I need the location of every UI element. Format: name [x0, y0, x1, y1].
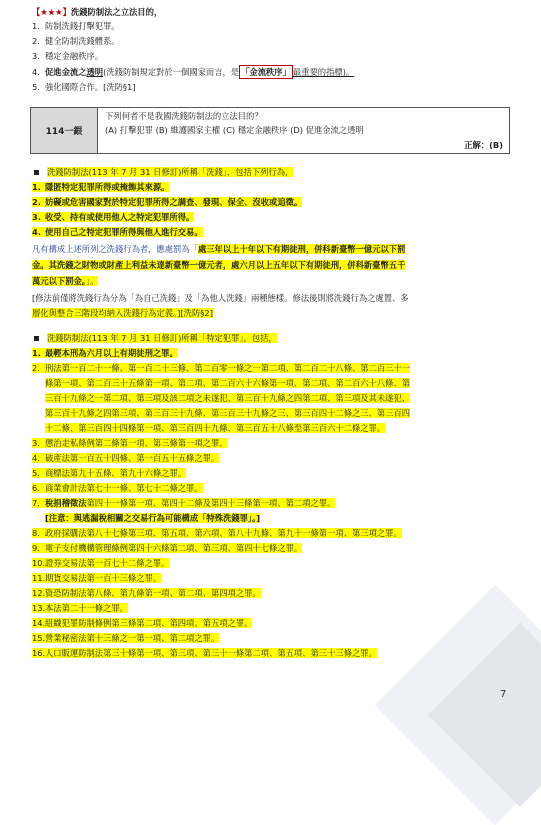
- item-lead-underlined: 透明: [86, 67, 104, 77]
- item-number: 8.: [32, 528, 40, 538]
- list-item: [32, 497, 335, 509]
- item-text: 妨礙或危害國家對於特定犯罪所得之調查、發現、保全、沒收或追徵。: [45, 197, 303, 207]
- item-text: 證券交易法第一百七十二條之罪。: [45, 558, 170, 568]
- list-item: [32, 437, 228, 449]
- item-number: 1.: [32, 182, 41, 192]
- question-options: (A) 打擊犯罪 (B) 維護國家主權 (C) 穩定金融秩序 (D) 促進金流之透明: [105, 125, 364, 135]
- list-item: [32, 35, 120, 47]
- item-number: 2.: [32, 363, 40, 373]
- list-item: [32, 50, 103, 62]
- item-number: 1.: [32, 348, 41, 358]
- item-number: 11.: [32, 573, 46, 583]
- list-item: [32, 196, 302, 208]
- list-item: [32, 362, 410, 374]
- item-text: 電子支付機構管理條例第四十六條第二項、第三項、第四十七條之罪。: [45, 543, 303, 553]
- item-text: 收受、持有或使用他人之特定犯罪所得。: [45, 212, 195, 222]
- list-item: [32, 211, 194, 223]
- penalty-text: 金。其洗錢之財物或財產上利益未達新臺幣一億元者，處六月以上五年以下有期徒刑，併科新臺幣五千: [32, 260, 406, 270]
- item-number: 4.: [32, 67, 40, 77]
- item-text: 條第一項、第二百三十五條第一項、第二項、第二百六十六條第一項、第二項、第二百六十八條、第: [45, 378, 411, 388]
- section-heading: [32, 166, 293, 178]
- question-answer: 正解：(B): [464, 140, 503, 150]
- item-number: 5.: [32, 82, 40, 92]
- tax-note: [45, 512, 260, 524]
- list-item: [32, 617, 252, 629]
- item-number: 4.: [32, 227, 41, 237]
- exam-source-label: 114一銀: [31, 108, 98, 153]
- note-text: 層化與整合三階段均納入洗錢行為定義。][洗防§2]: [32, 308, 213, 318]
- list-item: [32, 647, 377, 659]
- list-item: [32, 542, 302, 554]
- item-number: 15.: [32, 633, 46, 643]
- item-text: 最輕本刑為六月以上有期徒刑之罪。: [45, 348, 178, 358]
- item-text: 三百十九條之一第二項、第三項及該二項之未遂犯、第三百十九條之四第二項、第三項及其未遂犯、: [45, 393, 411, 403]
- list-item: [32, 81, 136, 93]
- boxed-term: 「金流秩序」: [241, 67, 291, 77]
- item-text: 隱匿特定犯罪所得或掩飾其來源。: [45, 182, 170, 192]
- list-item: [32, 65, 354, 79]
- item-number: 13.: [32, 603, 46, 613]
- note-line: [32, 307, 213, 319]
- item-text: 營業秘密法第十三條之一第一項、第二項之罪。: [45, 633, 220, 643]
- item-number: 4.: [32, 453, 40, 463]
- item-number: 16.: [32, 648, 46, 658]
- list-item-continuation: [45, 377, 410, 389]
- item-text: 懲治走私條例第二條第一項、第三條第一項之罪。: [45, 438, 228, 448]
- item-text: 商業會計法第七十一條、第七十二條之罪。: [45, 483, 203, 493]
- item-number: 14.: [32, 618, 46, 628]
- bullet-square-icon: [34, 170, 39, 175]
- item-text: 商標法第九十五條、第九十六條之罪。: [45, 468, 187, 478]
- item-lead: 稅捐稽徵法: [45, 498, 87, 508]
- item-text: 政府採購法第八十七條第三項、第五項、第六項、第八十九條、第九十一條第一項、第三項之罪。: [45, 528, 402, 538]
- item-text: 防制洗錢打擊犯罪。: [45, 21, 120, 31]
- item-text: 破產法第一百五十四條、第一百五十五條之罪。: [45, 453, 220, 463]
- list-item: [32, 557, 169, 569]
- penalty-close: 」。: [85, 276, 99, 286]
- list-item-continuation: [45, 407, 410, 419]
- item-number: 12.: [32, 588, 46, 598]
- heading-text: 洗錢防制法(113 年 7 月 31 日修訂)所稱「特定犯罪」，包括，: [47, 333, 277, 343]
- item-text: 使用自己之特定犯罪所得與他人進行交易。: [45, 227, 203, 237]
- item-number: 9.: [32, 543, 40, 553]
- list-item-continuation: [45, 392, 410, 404]
- item-number: 6.: [32, 483, 40, 493]
- page-number: 7: [500, 689, 507, 700]
- section-heading: [32, 332, 277, 344]
- item-text: 第三百十九條之四第三項、第三百三十九條、第三百三十九條之三、第三百四十二條之三、第三百四: [45, 408, 411, 418]
- list-item: [32, 20, 120, 32]
- penalty-intro: 凡有構成上述所列之洗錢行為者，應處罰為「: [32, 244, 198, 254]
- item-number: 10.: [32, 558, 46, 568]
- list-item: [32, 587, 261, 599]
- item-text: 刑法第一百二十一條、第一百二十三條、第二百零一條之一第二項、第二百二十八條、第二百三十一: [45, 363, 411, 373]
- penalty-text: 處三年以上十年以下有期徒刑，併科新臺幣一億元以下罰: [197, 244, 406, 254]
- item-text: 人口販運防制法第三十條第一項、第三項、第三十一條第二項、第五項、第三十三條之罪。: [45, 648, 377, 658]
- item-text: 組織犯罪防制條例第三條第二項、第四項、第五項之罪。: [45, 618, 253, 628]
- list-item: [32, 482, 203, 494]
- note-line: [修法前僅將洗錢行為分為「為自己洗錢」及「為他人洗錢」兩種態樣。修法後則將洗錢行為之處置、多: [32, 293, 409, 303]
- question-stem: 下列何者不是我國洗錢防制法的立法目的？: [105, 111, 263, 121]
- item-number: 3.: [32, 438, 40, 448]
- item-text: 十二條、第三百四十四條第一項、第三百四十九條、第三百五十八條至第三百六十二條之罪。: [45, 423, 386, 433]
- item-text: 第四十一條第一項、第四十二條及第四十三條第一項、第二項之罪。: [86, 498, 336, 508]
- penalty-text: 萬元以下罰金。: [32, 276, 86, 286]
- list-item-continuation: [45, 422, 385, 434]
- section-title: [32, 6, 162, 18]
- exam-question-box: [30, 107, 510, 154]
- item-text: 強化國際合作。[洗防§1]: [45, 82, 136, 92]
- item-text: 資恐防制法第八條、第九條第一項、第二項、第四項之罪。: [45, 588, 261, 598]
- list-item: [32, 572, 161, 584]
- list-item: [32, 527, 402, 539]
- list-item: [32, 602, 128, 614]
- section-title-text: 洗錢防制法之立法目的，: [70, 7, 163, 17]
- item-text: (洗錢防制規定對於一個國家而言，是: [103, 67, 240, 77]
- heading-text: 洗錢防制法(113 年 7 月 31 日修訂)所稱「洗錢」，包括下列行為，: [47, 167, 294, 177]
- item-number: 2.: [32, 197, 41, 207]
- item-number: 2.: [32, 36, 40, 46]
- item-number: 5.: [32, 468, 40, 478]
- list-item: [32, 632, 219, 644]
- item-text: 本法第二十一條之罪。: [45, 603, 128, 613]
- item-text: 期貨交易法第一百十三條之罪。: [45, 573, 162, 583]
- bullet-square-icon: [34, 336, 39, 341]
- star-rating: 【★★★】: [32, 7, 71, 17]
- item-text: 穩定金融秩序。: [45, 51, 104, 61]
- list-item: [32, 467, 186, 479]
- item-number: 1.: [32, 21, 40, 31]
- item-number: 3.: [32, 212, 41, 222]
- list-item: [32, 181, 169, 193]
- note-text: [注意：與逃漏稅相關之交易行為可能構成「特殊洗錢罪」。]: [45, 513, 261, 523]
- list-item: [32, 226, 203, 238]
- list-item: [32, 452, 219, 464]
- item-number: 3.: [32, 51, 40, 61]
- item-lead: 促進金流之: [45, 67, 87, 77]
- item-number: 7.: [32, 498, 40, 508]
- list-item: [32, 347, 178, 359]
- item-tail: 最重要的指標)。: [292, 67, 355, 77]
- item-text: 健全防制洗錢體系。: [45, 36, 120, 46]
- penalty-paragraph: [32, 241, 502, 289]
